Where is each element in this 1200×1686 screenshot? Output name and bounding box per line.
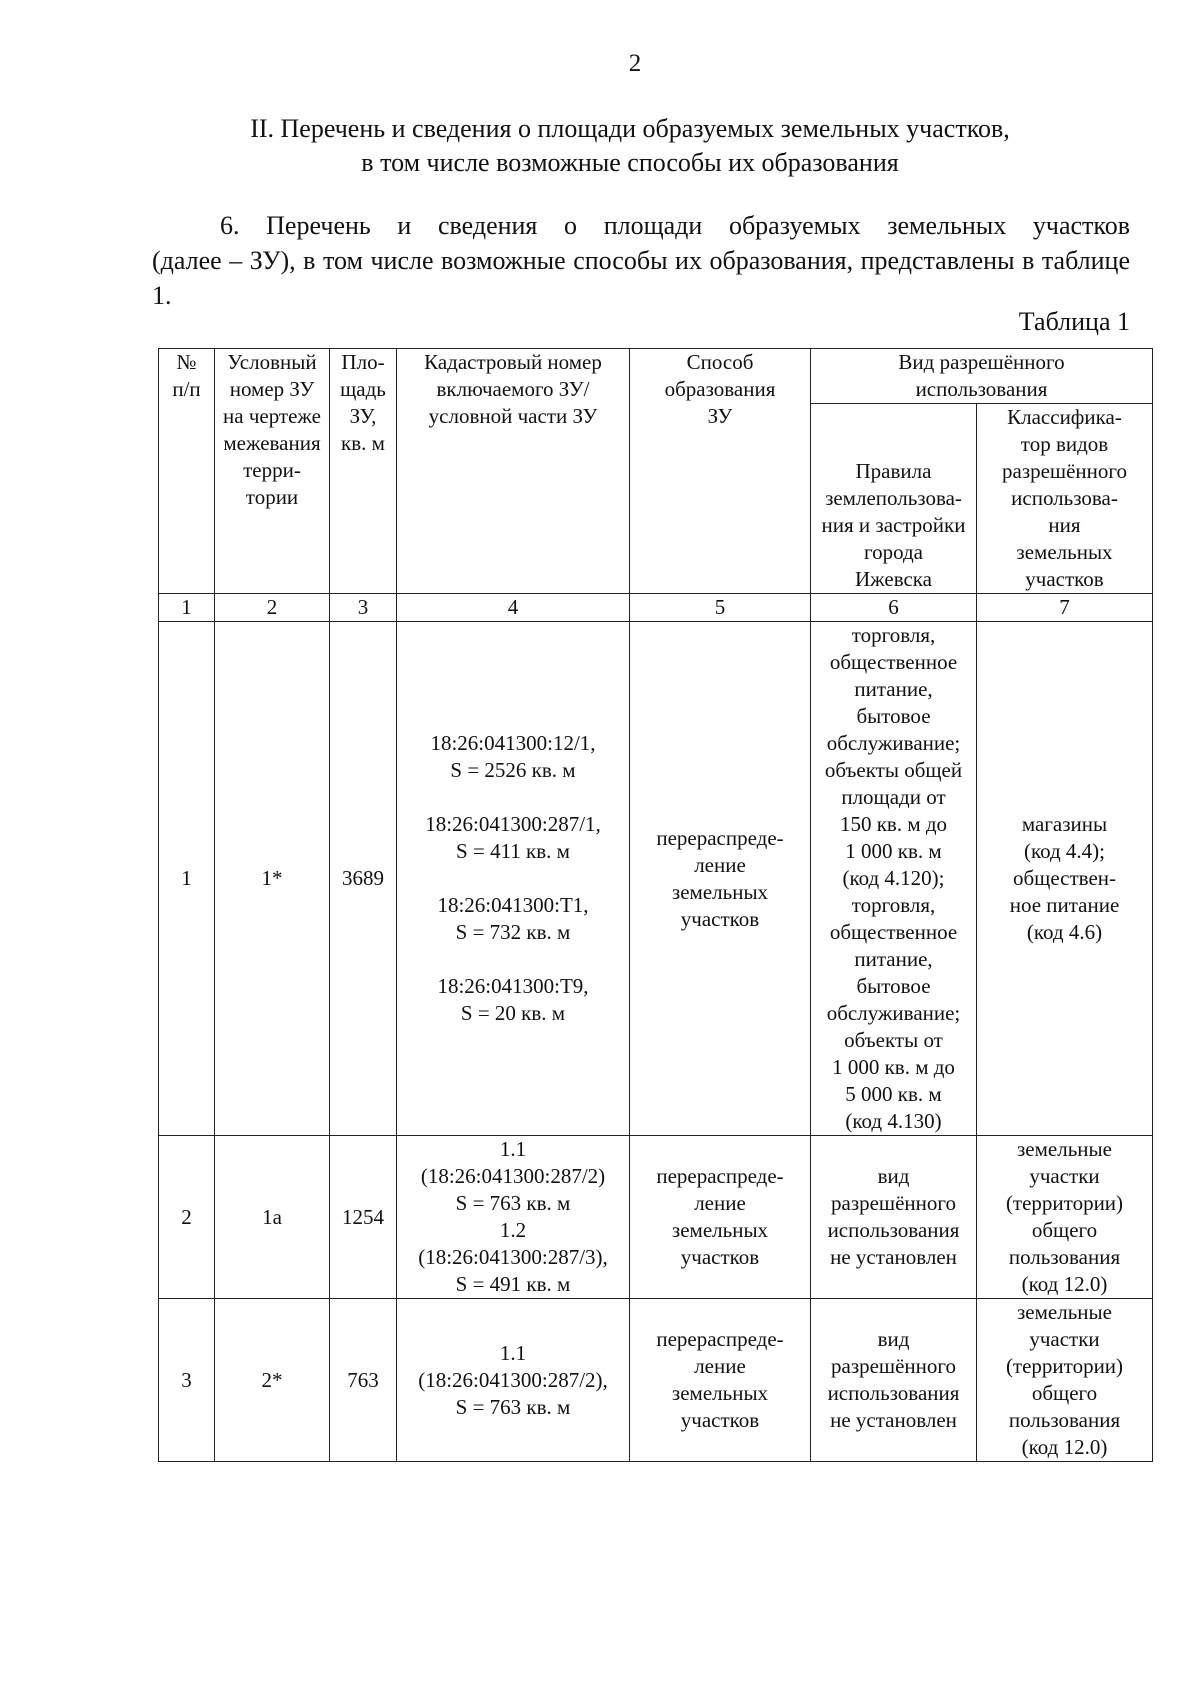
row-classifier: магазины (код 4.4); обществен- ное питание (код 4.6) (977, 622, 1153, 1136)
row-method: перераспреде- ление земельных участков (630, 1299, 811, 1462)
row-cadastral: 1.1 (18:26:041300:287/2), S = 763 кв. м (397, 1299, 630, 1462)
row-method: перераспреде- ление земельных участков (630, 1136, 811, 1299)
table-row (159, 1136, 1153, 1299)
header-permitted-use: Вид разрешённого использования (811, 349, 1153, 404)
header-zu-number: Условный номер ЗУ на чертеже межевания терри- тории (215, 349, 330, 594)
row-area: 3689 (330, 622, 397, 1136)
header-method: Способ образования ЗУ (630, 349, 811, 594)
row-number: 2 (159, 1136, 215, 1299)
column-numbers-row (159, 594, 1153, 622)
row-cadastral: 1.1 (18:26:041300:287/2) S = 763 кв. м 1.2 (18:26:041300:287/3), S = 491 кв. м (397, 1136, 630, 1299)
table-row (159, 622, 1153, 1136)
column-number: 4 (397, 594, 630, 622)
row-zu-number: 2* (215, 1299, 330, 1462)
row-cadastral: 18:26:041300:12/1, S = 2526 кв. м 18:26:041300:287/1, S = 411 кв. м 18:26:041300:Т1, S = 732 кв. м 18:26:041300:Т9, S = 20 кв. м (397, 622, 630, 1136)
section-heading-line-2: в том числе возможные способы их образования (361, 148, 899, 177)
row-method: перераспреде- ление земельных участков (630, 622, 811, 1136)
land-plots-table (158, 348, 1153, 1462)
row-zu-number: 1а (215, 1136, 330, 1299)
column-number: 5 (630, 594, 811, 622)
row-classifier: земельные участки (территории) общего пользования (код 12.0) (977, 1136, 1153, 1299)
row-classifier: земельные участки (территории) общего пользования (код 12.0) (977, 1299, 1153, 1462)
row-zu-number: 1* (215, 622, 330, 1136)
header-number: № п/п (159, 349, 215, 594)
table-header-row-1 (159, 349, 1153, 404)
intro-paragraph (152, 208, 1130, 313)
table-row (159, 1299, 1153, 1462)
intro-paragraph-rest: (далее – ЗУ), в том числе возможные способы их образования, представлены в таблице 1. (152, 246, 1130, 310)
header-area: Пло- щадь ЗУ, кв. м (330, 349, 397, 594)
row-rules: вид разрешённого использования не установлен (811, 1299, 977, 1462)
row-rules: вид разрешённого использования не установлен (811, 1136, 977, 1299)
section-heading-line-1: II. Перечень и сведения о площади образуемых земельных участков, (250, 114, 1010, 143)
column-number: 2 (215, 594, 330, 622)
column-number: 1 (159, 594, 215, 622)
section-heading (130, 112, 1130, 180)
row-area: 1254 (330, 1136, 397, 1299)
table-caption: Таблица 1 (1018, 307, 1130, 336)
page-number: 2 (628, 50, 642, 77)
row-rules: торговля, общественное питание, бытовое обслуживание; объекты общей площади от 150 кв. м до 1 000 кв. м (код 4.120); торговля, общественное питание, бытовое обслуживание; объекты от 1 000 кв. м до 5 000 кв. м (код 4.130) (811, 622, 977, 1136)
intro-paragraph-first-line: 6. Перечень и сведения о площади образуемых земельных участков (220, 211, 1130, 240)
row-number: 3 (159, 1299, 215, 1462)
column-number: 3 (330, 594, 397, 622)
row-area: 763 (330, 1299, 397, 1462)
header-cadastral: Кадастровый номер включаемого ЗУ/ условной части ЗУ (397, 349, 630, 594)
column-number: 6 (811, 594, 977, 622)
column-number: 7 (977, 594, 1153, 622)
row-number: 1 (159, 622, 215, 1136)
header-rules: Правила землепользова- ния и застройки города Ижевска (811, 404, 977, 594)
header-classifier: Классифика- тор видов разрешённого использова- ния земельных участков (977, 404, 1153, 594)
